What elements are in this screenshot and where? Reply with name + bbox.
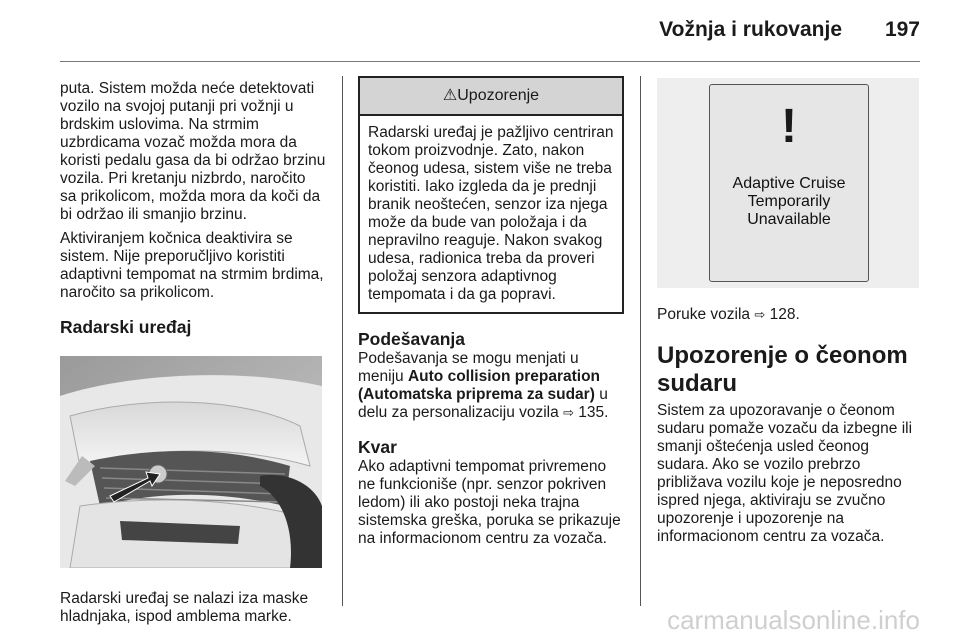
collision-alert-heading: Upozorenje o čeonom sudaru bbox=[657, 342, 908, 397]
page-number: 197 bbox=[884, 18, 920, 41]
column-1 bbox=[60, 80, 326, 626]
settings-menu-name: Auto collision preparation (Automatska priprema za sudar) bbox=[358, 368, 601, 403]
vehicle-messages-ref: Poruke vozila ⇨ 128. bbox=[657, 306, 800, 323]
page-header bbox=[0, 0, 960, 64]
header-divider bbox=[60, 61, 920, 62]
cluster-display-screen bbox=[709, 84, 869, 282]
column-divider-1 bbox=[342, 76, 343, 606]
radar-sensor-car-photo bbox=[60, 356, 322, 568]
column-3 bbox=[657, 78, 921, 546]
radar-section-heading: Radarski uređaj bbox=[60, 317, 192, 337]
fault-heading: Kvar bbox=[358, 437, 397, 457]
warning-body: Radarski uređaj je pažljivo centriran tokom proizvodnje. Zato, nakon čeonog udesa, sistem više ne treba koristiti. Iako izgleda da je prednji branik neoštećen, senzor iza njega može da bude van položaja i da nepravilno reaguje. Nakon svakog udesa, radionica treba da proveri položaj senzora adaptivnog tempomata i da ga popravi. bbox=[368, 124, 614, 303]
reference-arrow-icon: ⇨ bbox=[563, 405, 574, 420]
settings-page-ref[interactable]: 135. bbox=[578, 404, 609, 421]
warning-box bbox=[358, 76, 624, 314]
vehicle-messages-page-ref[interactable]: 128. bbox=[769, 306, 800, 323]
hill-driving-paragraph: puta. Sistem možda neće detektovati vozilo na svojoj putanji pri vožnji u brdskim uslovima. Na strmim uzbrdicama vozač možda mora da koristi pedalu gasa da bi održao brzinu vozila. Pri kretanju nizbrdo, naročito sa prikolicom, možda mora da koči da bi održao ili smanjio brzinu. bbox=[60, 80, 326, 223]
watermark: carmanualsonline.info bbox=[667, 605, 920, 635]
radar-photo-caption: Radarski uređaj se nalazi iza maske hladnjaka, ispod amblema marke. bbox=[60, 590, 309, 625]
column-divider-2 bbox=[640, 76, 641, 606]
settings-heading: Podešavanja bbox=[358, 329, 465, 349]
display-message: Adaptive Cruise Temporarily Unavailable bbox=[732, 175, 846, 228]
exclamation-icon: ! bbox=[781, 100, 797, 153]
settings-paragraph: Podešavanja se mogu menjati u meniju Auto collision preparation (Automatska priprema za sudar) u delu za personalizaciju vozila ⇨ 135. bbox=[358, 350, 609, 421]
warning-triangle-icon: ⚠ bbox=[442, 87, 458, 104]
page-title: Vožnja i rukovanje bbox=[659, 18, 842, 41]
brake-deactivation-paragraph: Aktiviranjem kočnica deaktivira se sistem. Nije preporučljivo koristiti adaptivni tempomat na strmim brdima, naročito sa prikolicom. bbox=[60, 230, 324, 301]
fault-paragraph: Ako adaptivni tempomat privremeno ne funkcioniše (npr. senzor pokriven ledom) ili ako postoji neka trajna sistemska greška, poruka se prikazuje na informacionom centru za vozača. bbox=[358, 458, 621, 547]
cluster-display-illustration bbox=[657, 78, 919, 288]
reference-arrow-icon: ⇨ bbox=[754, 307, 766, 322]
collision-alert-paragraph: Sistem za upozoravanje o čeonom sudaru pomaže vozaču da izbegne ili smanji oštećenja usled čeonog sudara. Ako se vozilo prebrzo približava vozilu koje je neposredno ispred njega, aktiviraju se zvučno upozorenje i upozorenje na informacionom centru za vozača. bbox=[657, 402, 913, 545]
warning-title: Upozorenje bbox=[457, 87, 540, 104]
warning-header bbox=[360, 78, 622, 116]
column-2 bbox=[358, 76, 624, 548]
